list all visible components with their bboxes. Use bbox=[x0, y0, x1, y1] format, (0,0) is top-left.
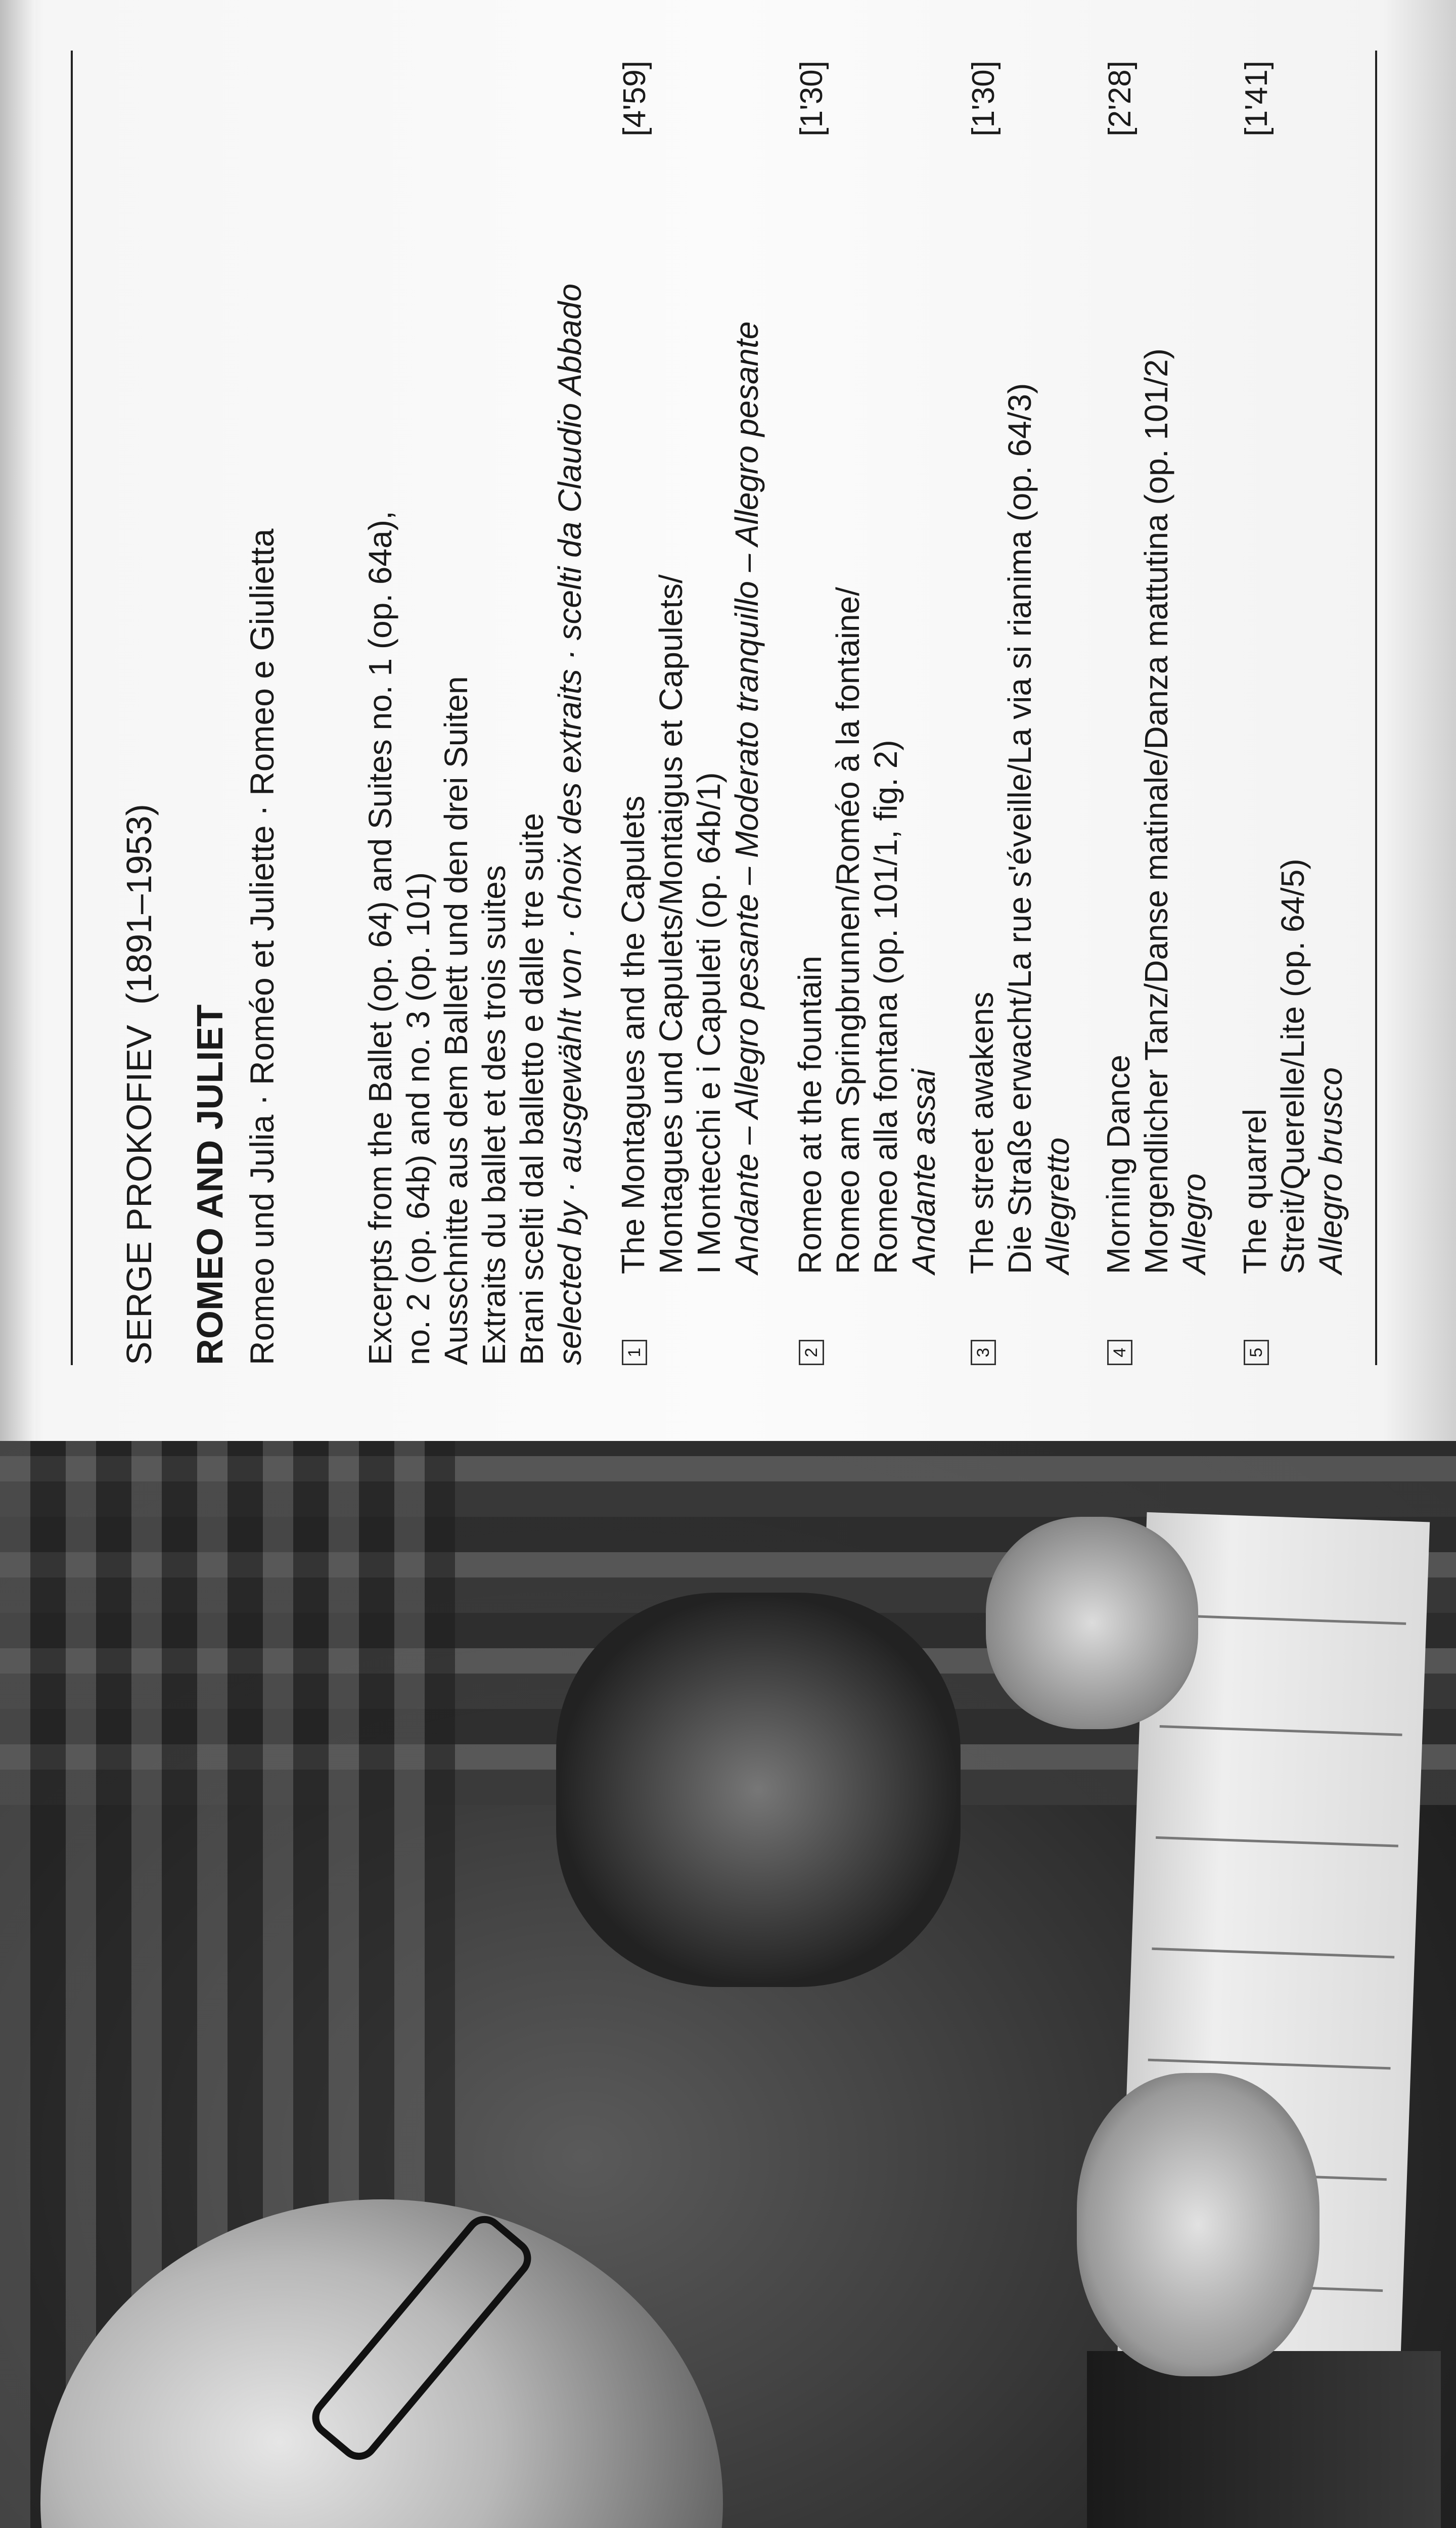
track-3-title: The street awakens bbox=[964, 991, 1000, 1274]
bottom-rule bbox=[1375, 51, 1377, 1365]
track-5-tempo: Allegro brusco bbox=[1312, 1067, 1349, 1274]
track-2-title-it: Romeo alla fontana (op. 101/1, fig. 2) bbox=[868, 740, 904, 1274]
composer-heading bbox=[121, 804, 157, 1365]
track-1-title: The Montagues and the Capulets bbox=[615, 795, 651, 1274]
track-number-2: 2 bbox=[799, 1340, 824, 1365]
composer-dates: (1891–1953) bbox=[119, 804, 159, 1005]
work-subtitle: Romeo und Julia · Roméo et Juliette · Romeo e Giulietta bbox=[243, 528, 281, 1365]
track-1-duration: [4'59] bbox=[617, 61, 652, 137]
track-4-title: Morning Dance bbox=[1100, 1055, 1136, 1274]
top-rule bbox=[71, 51, 73, 1365]
selection-credit: selected by · ausgewählt von · choix des extraits · scelti da Claudio Abbado bbox=[552, 283, 588, 1365]
instrument-shape bbox=[556, 1593, 961, 1987]
track-number-3: 3 bbox=[971, 1340, 996, 1365]
excerpt-line: no. 2 (op. 64b) and no. 3 (op. 101) bbox=[400, 872, 436, 1365]
track-4-title-translations: Morgendlicher Tanz/Danse matinale/Danza mattutina (op. 101/2) bbox=[1138, 348, 1174, 1274]
track-4-tempo: Allegro bbox=[1176, 1173, 1212, 1274]
track-2-tempo: Andante assai bbox=[905, 1069, 942, 1274]
jacket-sleeve bbox=[1087, 2351, 1441, 2528]
hand-holding-score bbox=[986, 1517, 1198, 1729]
excerpt-line: Ausschnitte aus dem Ballett und den drei Suiten bbox=[438, 676, 474, 1365]
composer-name: SERGE PROKOFIEV bbox=[119, 1025, 159, 1365]
track-2-title: Romeo at the fountain bbox=[792, 956, 828, 1274]
composer-photo bbox=[0, 1441, 1456, 2528]
track-1-title-de-fr: Montagues und Capulets/Montaigus et Capulets/ bbox=[653, 574, 689, 1274]
excerpt-line: Brani scelti dal balletto e dalle tre suite bbox=[514, 812, 550, 1365]
track-5-duration: [1'41] bbox=[1239, 61, 1274, 137]
score-staff bbox=[1163, 1614, 1406, 1625]
score-staff bbox=[1152, 1948, 1394, 1959]
track-3-duration: [1'30] bbox=[966, 61, 1001, 137]
score-staff bbox=[1160, 1725, 1402, 1736]
page-fold-shadow bbox=[0, 0, 35, 1441]
track-2-title-de-fr: Romeo am Springbrunnen/Roméo à la fontaine/ bbox=[830, 586, 866, 1274]
track-5-title: The quarrel bbox=[1237, 1108, 1273, 1274]
excerpt-line: Excerpts from the Ballet (op. 64) and Suites no. 1 (op. 64a), bbox=[362, 511, 398, 1365]
track-3-title-translations: Die Straße erwacht/La rue s'éveille/La via si rianima (op. 64/3) bbox=[1002, 383, 1038, 1274]
track-number-5: 5 bbox=[1244, 1340, 1269, 1365]
score-staff bbox=[1156, 1836, 1398, 1847]
excerpt-line: Extraits du ballet et des trois suites bbox=[476, 865, 512, 1365]
track-number-1: 1 bbox=[622, 1340, 647, 1365]
track-1-tempo: Andante – Allegro pesante – Moderato tranquillo – Allegro pesante bbox=[729, 321, 765, 1274]
track-4-duration: [2'28] bbox=[1103, 61, 1138, 137]
track-number-4: 4 bbox=[1107, 1340, 1132, 1365]
track-5-title-translations: Streit/Querelle/Lite (op. 64/5) bbox=[1275, 859, 1311, 1274]
track-3-tempo: Allegretto bbox=[1039, 1137, 1076, 1274]
work-title: ROMEO AND JULIET bbox=[190, 1004, 231, 1365]
score-staff bbox=[1148, 2059, 1391, 2070]
track-2-duration: [1'30] bbox=[794, 61, 829, 137]
tracklist-content bbox=[71, 51, 1385, 1365]
hand-with-pencil bbox=[1077, 2073, 1320, 2376]
track-1-title-it: I Montecchi e i Capuleti (op. 64b/1) bbox=[691, 772, 727, 1274]
